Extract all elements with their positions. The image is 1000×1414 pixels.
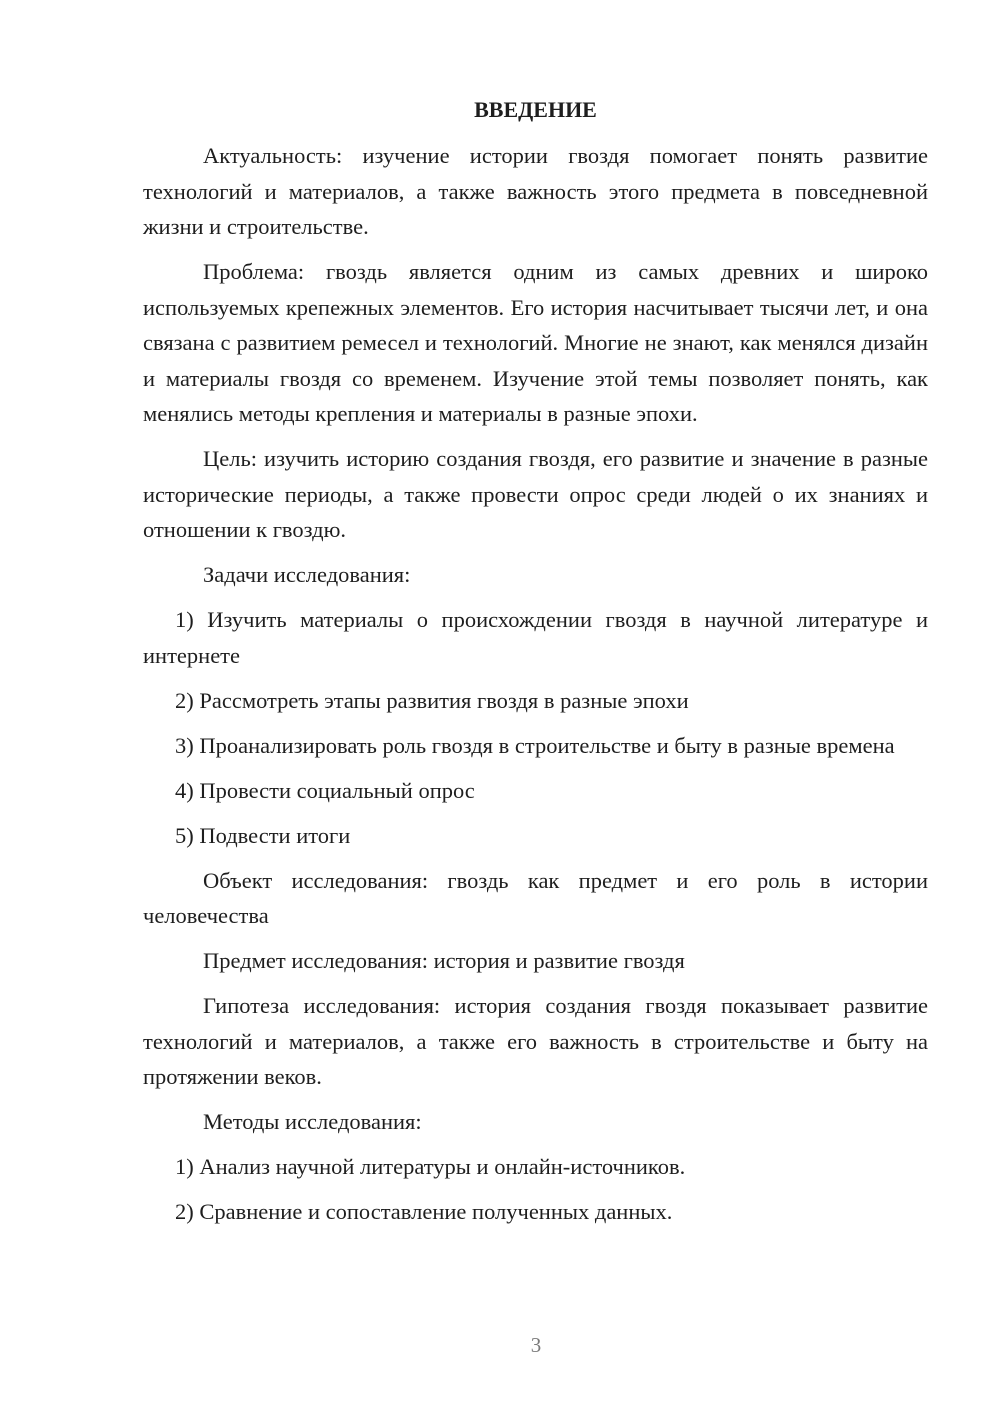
section-title: ВВЕДЕНИЕ bbox=[474, 97, 597, 122]
task-item-2: 2) Рассмотреть этапы развития гвоздя в разные эпохи bbox=[175, 687, 689, 713]
problem-paragraph: Проблема: гвоздь является одним из самых древних и широко используемых крепежных элементов. Его история насчитывает тысячи лет, и она связана с развитием ремесел и технологий. Многие не знают, как менялся дизайн и материалы гвоздя со временем. Изучение этой темы позволяет понять, как менялись методы крепления и материалы в разные эпохи. bbox=[143, 259, 928, 426]
method-item-1: 1) Анализ научной литературы и онлайн-источников. bbox=[175, 1154, 686, 1179]
task-item-4: 4) Провести социальный опрос bbox=[175, 777, 475, 803]
methods-heading: Методы исследования: bbox=[203, 1109, 422, 1134]
relevance-paragraph: Актуальность: изучение истории гвоздя помогает понять развитие технологий и материалов, а также важность этого предмета в повседневной жизни и строительстве. bbox=[143, 143, 928, 239]
tasks-heading: Задачи исследования: bbox=[203, 562, 411, 587]
page-number: 3 bbox=[530, 1333, 542, 1357]
goal-paragraph: Цель: изучить историю создания гвоздя, его развитие и значение в разные исторические периоды, а также провести опрос среди людей о их знаниях и отношении к гвоздю. bbox=[143, 446, 928, 542]
method-item-2: 2) Сравнение и сопоставление полученных данных. bbox=[175, 1199, 673, 1224]
hypothesis-paragraph: Гипотеза исследования: история создания гвоздя показывает развитие технологий и материалов, а также его важность в строительстве и быту на протяжении веков. bbox=[143, 993, 928, 1089]
page-content bbox=[143, 92, 928, 1239]
object-paragraph: Объект исследования: гвоздь как предмет и его роль в истории человечества bbox=[143, 867, 928, 928]
task-item-1: 1) Изучить материалы о происхождении гвоздя в научной литературе и интернете bbox=[143, 607, 928, 668]
task-item-3: 3) Проанализировать роль гвоздя в строительстве и быту в разные времена bbox=[175, 732, 895, 758]
subject-paragraph: Предмет исследования: история и развитие гвоздя bbox=[203, 948, 685, 973]
task-item-5: 5) Подвести итоги bbox=[175, 822, 351, 848]
